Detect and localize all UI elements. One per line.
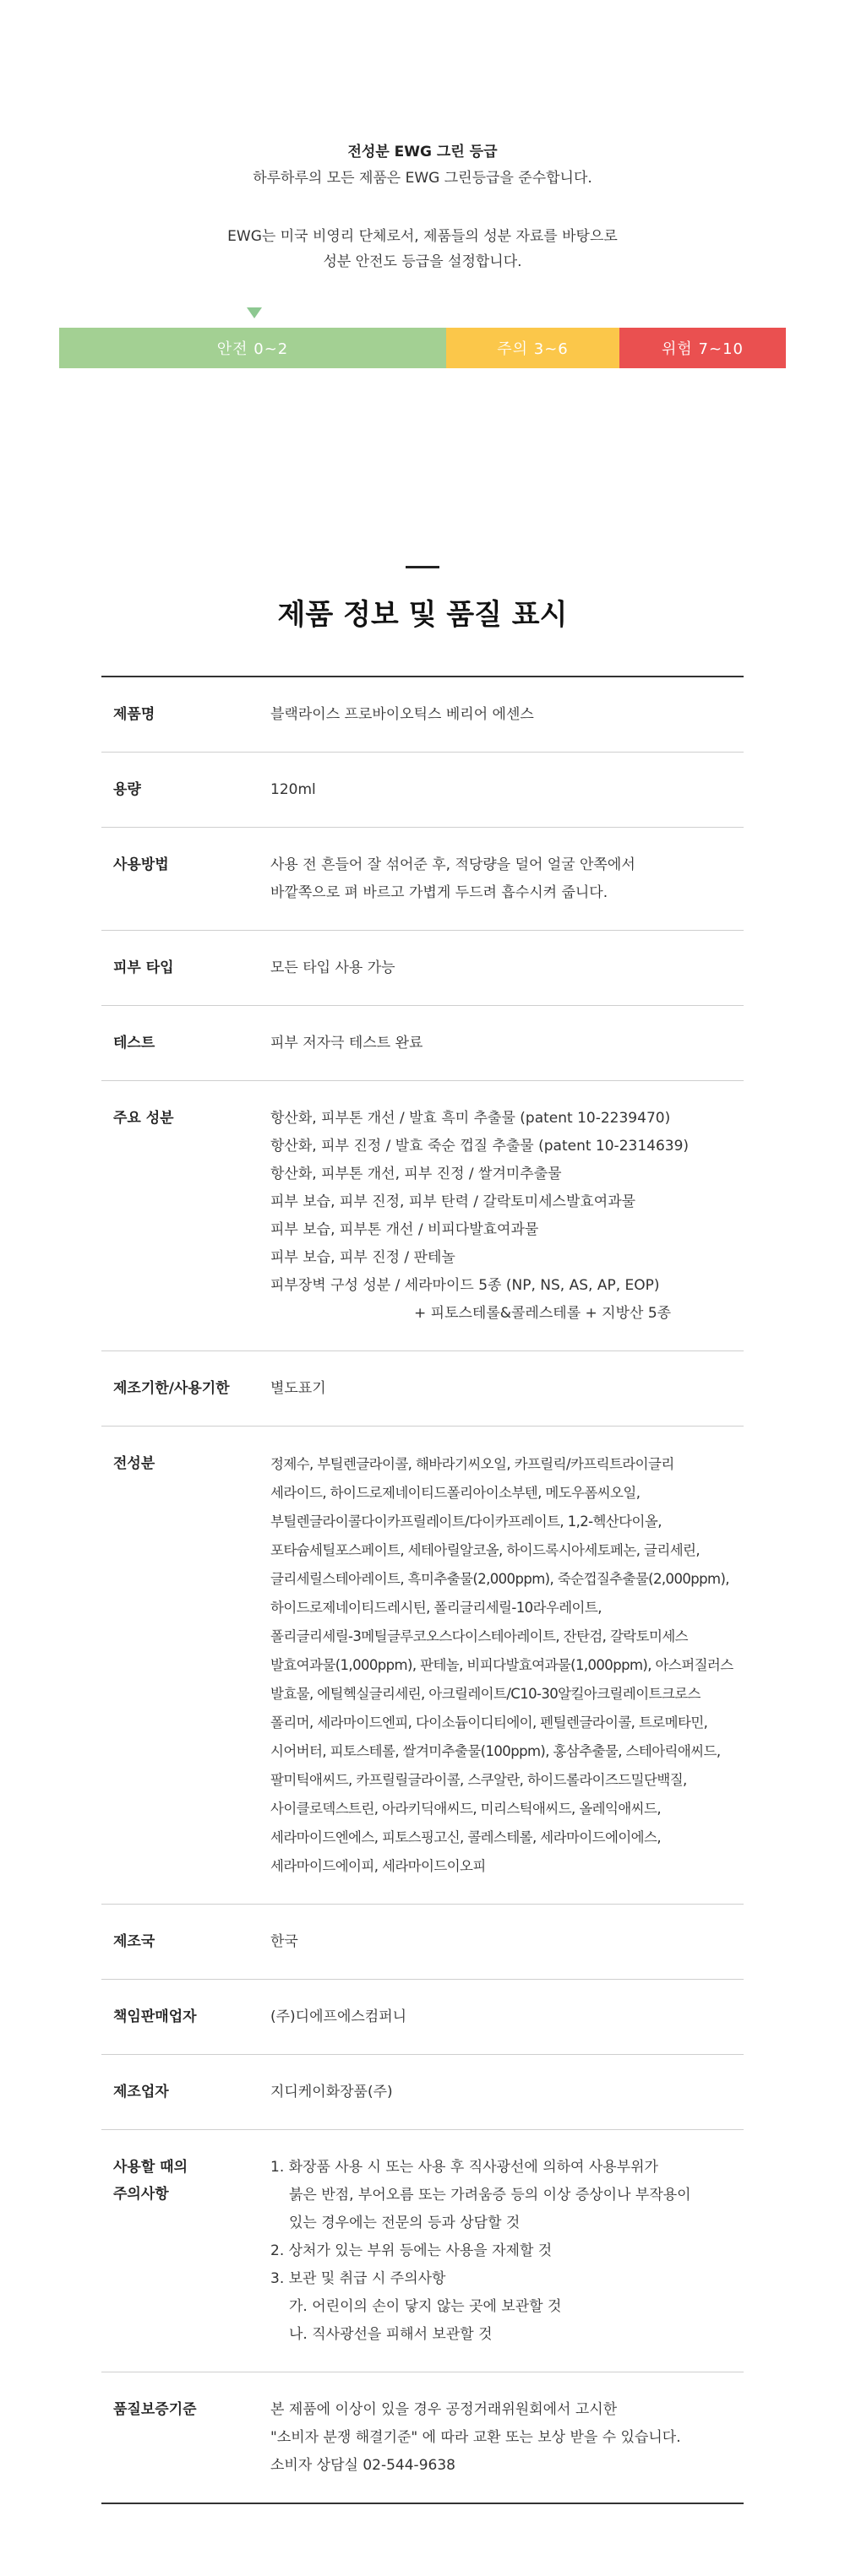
row-value (270, 1030, 744, 1057)
row-value-line: 소비자 상담실 02-544-9638 (270, 2457, 455, 2474)
row-label: 품질보증기준 (113, 2401, 197, 2418)
row-value-line: 팔미틱애씨드, 카프릴릴글라이콜, 스쿠알란, 하이드롤라이즈드밀단백질, (270, 1772, 687, 1788)
row-label: 전성분 (113, 1455, 155, 1472)
row-value (270, 2154, 744, 2349)
row-value-line: 지디케이화장품(주) (270, 2084, 393, 2100)
row-value-line: 한국 (270, 1933, 298, 1950)
row-label: 사용방법 (113, 856, 169, 873)
row-label: 테스트 (113, 1035, 155, 1052)
title-divider (406, 566, 439, 568)
row-value-line: 발효물, 에틸헥실글리세린, 아크릴레이트/C10-30알킬아크릴레이트크로스 (270, 1686, 701, 1702)
row-value-line: 사용 전 흔들어 잘 섞어준 후, 적당량을 덜어 얼굴 안쪽에서 (270, 856, 635, 873)
row-value-line: 별도표기 (270, 1380, 326, 1397)
row-value-line: 피부 보습, 피부 진정, 피부 탄력 / 갈락토미세스발효여과물 (270, 1193, 636, 1210)
row-label: 제조기한/사용기한 (113, 1380, 230, 1397)
pointer-triangle-icon (247, 307, 262, 318)
ewg-description-line-2: EWG는 미국 비영리 단체로서, 제품들의 성분 자료를 바탕으로 (227, 228, 618, 245)
row-label-line: 사용할 때의 (113, 2159, 188, 2176)
table-row (101, 2055, 744, 2130)
ewg-segment-safe: 안전 0~2 (59, 328, 446, 368)
row-value (270, 2003, 744, 2031)
row-value-line: 부틸렌글라이콜다이카프릴레이트/다이카프레이트, 1,2-헥산다이올, (270, 1514, 662, 1530)
table-row (101, 2372, 744, 2503)
row-value-line: (주)디에프에스컴퍼니 (270, 2008, 407, 2025)
row-value-line: 있는 경우에는 전문의 등과 상담할 것 (289, 2215, 521, 2231)
table-row (101, 677, 744, 753)
row-value (270, 954, 744, 982)
row-value-line: 항산화, 피부톤 개선 / 발효 흑미 추출물 (patent 10-2239470) (270, 1110, 671, 1127)
row-value-line: 본 제품에 이상이 있을 경우 공정거래위원회에서 고시한 (270, 2401, 618, 2418)
row-value-line: 나. 직사광선을 피해서 보관할 것 (289, 2326, 493, 2343)
ewg-description-line-3: 성분 안전도 등급을 설정합니다. (323, 253, 522, 270)
row-value (270, 1928, 744, 1956)
info-title: 제품 정보 및 품질 표시 (277, 598, 568, 632)
row-label: 피부 타입 (113, 959, 174, 976)
row-value-line: 모든 타입 사용 가능 (270, 959, 395, 976)
row-value-line: 글리세릴스테아레이트, 흑미추출물(2,000ppm), 죽순껍질추출물(2,000ppm), (270, 1571, 729, 1587)
row-value (270, 1375, 744, 1403)
row-value-line: 피부 보습, 피부 진정 / 판테놀 (270, 1249, 455, 1266)
row-value-line: 가. 어린이의 손이 닿지 않는 곳에 보관할 것 (289, 2298, 562, 2315)
row-value-line: 폴리글리세릴-3메틸글루코오스다이스테아레이트, 잔탄검, 갈락토미세스 (270, 1628, 689, 1644)
row-value-line: 세라이드, 하이드로제네이티드폴리아이소부텐, 메도우폼씨오일, (270, 1485, 641, 1501)
table-row (101, 2130, 744, 2372)
table-row (101, 828, 744, 931)
table-row (101, 1351, 744, 1427)
table-row (101, 1427, 744, 1905)
row-label (101, 2154, 270, 2349)
row-label: 제조업자 (113, 2084, 169, 2100)
row-value (270, 851, 744, 907)
row-value-line: 발효여과물(1,000ppm), 판테놀, 비피다발효여과물(1,000ppm), 아스퍼질러스 (270, 1657, 733, 1673)
ewg-description-2 (0, 224, 845, 274)
row-value (270, 776, 744, 804)
row-label-line: 주의사항 (113, 2186, 169, 2203)
row-value (270, 701, 744, 729)
row-value-line: 3. 보관 및 취급 시 주의사항 (270, 2270, 446, 2287)
row-value-line: 세라마이드엔에스, 피토스핑고신, 콜레스테롤, 세라마이드에이에스, (270, 1829, 662, 1845)
row-value-line: 피부 보습, 피부톤 개선 / 비피다발효여과물 (270, 1221, 539, 1238)
row-label: 제품명 (113, 706, 155, 723)
ewg-title: 전성분 EWG 그린 등급 (347, 144, 498, 160)
row-value-line: 폴리머, 세라마이드엔피, 다이소듐이디티에이, 펜틸렌글라이콜, 트로메타민, (270, 1715, 708, 1731)
row-label: 제조국 (113, 1933, 155, 1950)
row-value-line: 시어버터, 피토스테롤, 쌀겨미추출물(100ppm), 홍삼추출물, 스테아릭애씨드, (270, 1743, 721, 1759)
table-row (101, 1081, 744, 1351)
row-value-line: 사이클로덱스트린, 아라키딕애씨드, 미리스틱애씨드, 올레익애씨드, (270, 1801, 662, 1817)
row-value-line: 120ml (270, 781, 316, 798)
row-value-line: 블랙라이스 프로바이오틱스 베리어 에센스 (270, 706, 534, 723)
row-label: 용량 (113, 781, 141, 798)
table-row (101, 1905, 744, 1980)
table-row (101, 1006, 744, 1081)
ewg-segment-danger: 위험 7~10 (619, 328, 786, 368)
row-value (270, 1450, 744, 1881)
product-info-table (101, 676, 744, 2504)
row-value-line: 바깥쪽으로 펴 바르고 가볍게 두드려 흡수시켜 줍니다. (270, 884, 608, 901)
row-value-line: 항산화, 피부톤 개선, 피부 진정 / 쌀겨미추출물 (270, 1166, 562, 1182)
row-value-line: 정제수, 부틸렌글라이콜, 해바라기씨오일, 카프릴릭/카프릭트라이글리 (270, 1456, 674, 1472)
row-value-line: 항산화, 피부 진정 / 발효 죽순 껍질 추출물 (patent 10-2314639) (270, 1138, 690, 1155)
row-label: 책임판매업자 (113, 2008, 197, 2025)
ewg-grade-section (0, 0, 845, 372)
row-value-line: 1. 화장품 사용 시 또는 사용 후 직사광선에 의하여 사용부위가 (270, 2159, 658, 2176)
row-value-line: 세라마이드에이피, 세라마이드이오피 (270, 1858, 486, 1874)
row-value-line: 붉은 반점, 부어오름 또는 가려움증 등의 이상 증상이나 부작용이 (289, 2187, 691, 2204)
row-value-line: 하이드로제네이티드레시틴, 폴리글리세릴-10라우레이트, (270, 1600, 602, 1616)
ewg-grade-bar (59, 328, 786, 368)
table-row (101, 753, 744, 828)
row-value-line: 2. 상처가 있는 부위 등에는 사용을 자제할 것 (270, 2242, 553, 2259)
row-label: 주요 성분 (113, 1110, 174, 1127)
table-row (101, 1980, 744, 2055)
ewg-description-1: 하루하루의 모든 제품은 EWG 그린등급을 준수합니다. (253, 170, 592, 187)
row-value-line: 포타슘세틸포스페이트, 세테아릴알코올, 하이드록시아세토페논, 글리세린, (270, 1542, 701, 1558)
row-value (270, 2396, 744, 2480)
row-value-line: + 피토스테롤&콜레스테롤 + 지방산 5종 (414, 1305, 672, 1322)
row-value (270, 2079, 744, 2106)
table-row (101, 931, 744, 1006)
ewg-segment-caution: 주의 3~6 (446, 328, 619, 368)
row-value-line: "소비자 분쟁 해결기준" 에 따라 교환 또는 보상 받을 수 있습니다. (270, 2429, 681, 2446)
row-value-line: 피부 저자극 테스트 완료 (270, 1035, 423, 1052)
row-value (270, 1105, 744, 1328)
row-value-line: 피부장벽 구성 성분 / 세라마이드 5종 (NP, NS, AS, AP, EOP) (270, 1277, 660, 1294)
